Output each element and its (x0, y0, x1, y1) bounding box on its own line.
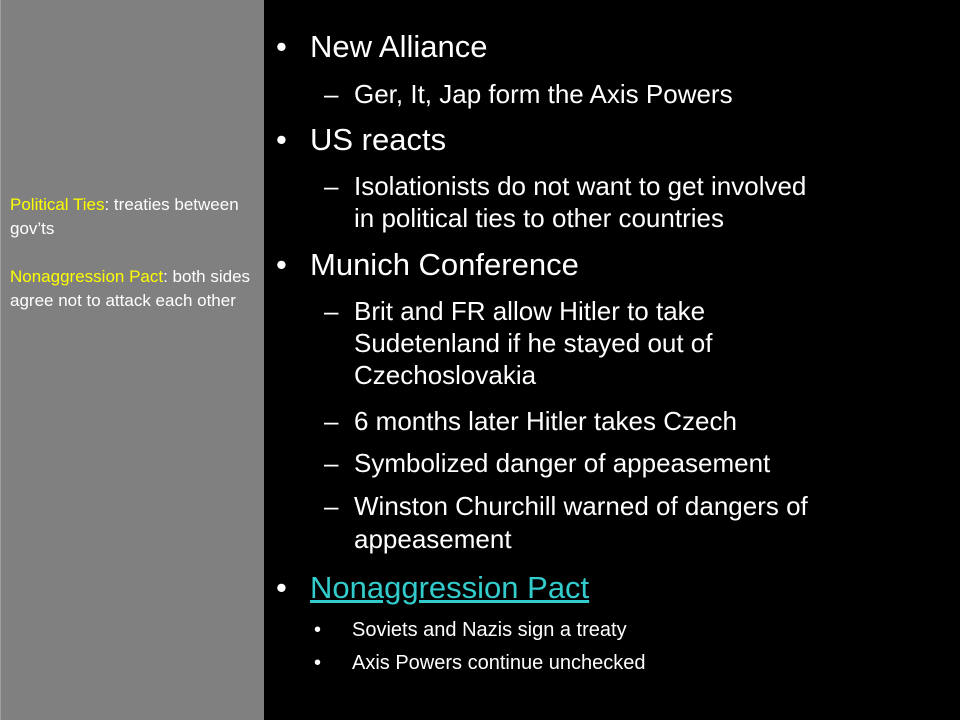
bullet-marker: • (276, 247, 287, 282)
sub-bullet-text: 6 months later Hitler takes Czech (354, 406, 737, 436)
bullet-marker: • (276, 122, 287, 157)
dash-marker: – (324, 406, 339, 436)
sub-bullet-text-continued: in political ties to other countries (354, 203, 724, 233)
sub-bullet-item (324, 170, 806, 202)
sub-bullet-text: Isolationists do not want to get involved (354, 171, 807, 201)
note-definition: : both sides agree not to attack each other (10, 267, 251, 310)
bullet-marker: • (314, 652, 322, 674)
bullet-text: Munich Conference (310, 247, 579, 282)
sub-sub-bullet-text: Soviets and Nazis sign a treaty (352, 619, 627, 641)
dash-marker: – (324, 491, 339, 521)
bullet-marker: • (314, 619, 322, 641)
dash-marker: – (324, 79, 339, 109)
sub-bullet-text-continued: Sudetenland if he stayed out of (354, 328, 713, 358)
note-term: Nonaggression Pact (10, 267, 164, 286)
sub-bullet-text-continued: Czechoslovakia (354, 360, 537, 390)
sub-sub-bullet-item (314, 618, 627, 642)
sidebar-panel (0, 0, 264, 720)
dash-marker: – (324, 171, 339, 201)
dash-marker: – (324, 296, 339, 326)
note-definition: : treaties between gov’ts (10, 195, 239, 238)
note-term: Political Ties (10, 195, 105, 214)
sub-sub-bullet-text: Axis Powers continue unchecked (352, 652, 646, 674)
sub-bullet-text: Brit and FR allow Hitler to take (354, 296, 706, 326)
bullet-text: US reacts (310, 122, 447, 157)
sub-bullet-text: Symbolized danger of appeasement (354, 448, 771, 478)
bullet-item (276, 29, 487, 65)
note-political-ties (10, 193, 255, 241)
bullet-item (276, 247, 579, 283)
bullet-item (276, 122, 446, 158)
sub-sub-bullet-item (314, 651, 646, 675)
nonaggression-pact-link[interactable]: Nonaggression Pact (310, 570, 590, 605)
bullet-marker: • (276, 570, 287, 605)
sub-bullet-item (324, 78, 733, 110)
sub-bullet-text-continued: appeasement (354, 524, 512, 554)
bullet-text: New Alliance (310, 29, 488, 64)
dash-marker: – (324, 448, 339, 478)
note-nonaggression-pact (10, 265, 255, 313)
sub-bullet-text: Winston Churchill warned of dangers of (354, 491, 808, 521)
sidebar-notes (10, 193, 255, 313)
bullet-marker: • (276, 29, 287, 64)
sub-bullet-item (324, 295, 705, 327)
sub-bullet-item (324, 447, 770, 479)
sub-bullet-item (324, 405, 737, 437)
sub-bullet-item (324, 490, 808, 522)
bullet-item (276, 570, 589, 606)
sub-bullet-text: Ger, It, Jap form the Axis Powers (354, 79, 733, 109)
